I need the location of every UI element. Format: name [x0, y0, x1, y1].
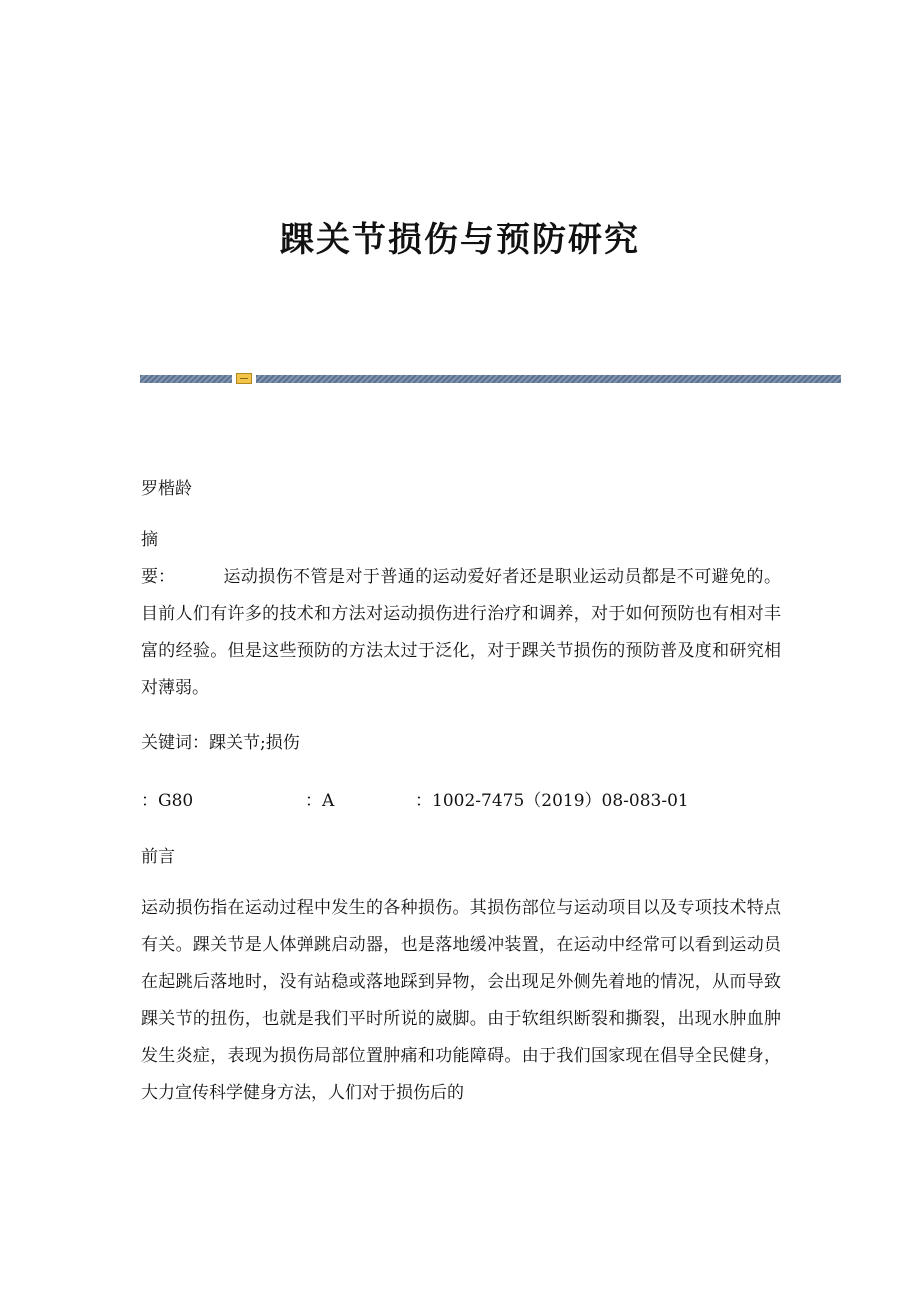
- document-code: ：A: [305, 791, 335, 811]
- body-paragraph: 运动损伤指在运动过程中发生的各种损伤。其损伤部位与运动项目以及专项技术特点有关。踝关节是人体弹跳启动器，也是落地缓冲装置，在运动中经常可以看到运动员在起跳后落地时，没有站稳或落地踩到异物，会出现足外侧先着地的情况，从而导致踝关节的扭伤，也就是我们平时所说的崴脚。由于软组织断裂和撕裂，出现水肿血肿发生炎症，表现为损伤局部位置肿痛和功能障碍。由于我们国家现在倡导全民健身，大力宣传科学健身方法，人们对于损伤后的: [141, 898, 781, 1103]
- abstract-label: 摘 要：: [141, 530, 192, 587]
- classification-code: ：G80: [141, 791, 194, 811]
- abstract-text: 运动损伤不管是对于普通的运动爱好者还是职业运动员都是不可避免的。目前人们有许多的技术和方法对运动损伤进行治疗和调养，对于如何预防也有相对丰富的经验。但是这些预防的方法太过于泛化，对于踝关节损伤的预防普及度和研究相对薄弱。: [141, 567, 781, 698]
- keywords-text: 踝关节;损伤: [209, 733, 300, 753]
- section-heading: 前言: [141, 847, 175, 867]
- codes-line: [141, 786, 689, 811]
- keywords: [141, 728, 300, 753]
- keywords-label: 关键词：: [141, 733, 209, 753]
- paper-title: 踝关节损伤与预防研究: [280, 220, 640, 260]
- divider-left-segment: [140, 375, 232, 383]
- author-name: 罗楷龄: [141, 479, 192, 499]
- article-number: ：1002-7475（2019）08-083-01: [415, 791, 689, 811]
- abstract: [141, 522, 781, 707]
- divider-right-segment: [256, 375, 841, 383]
- divider-ornament-icon: [236, 373, 252, 384]
